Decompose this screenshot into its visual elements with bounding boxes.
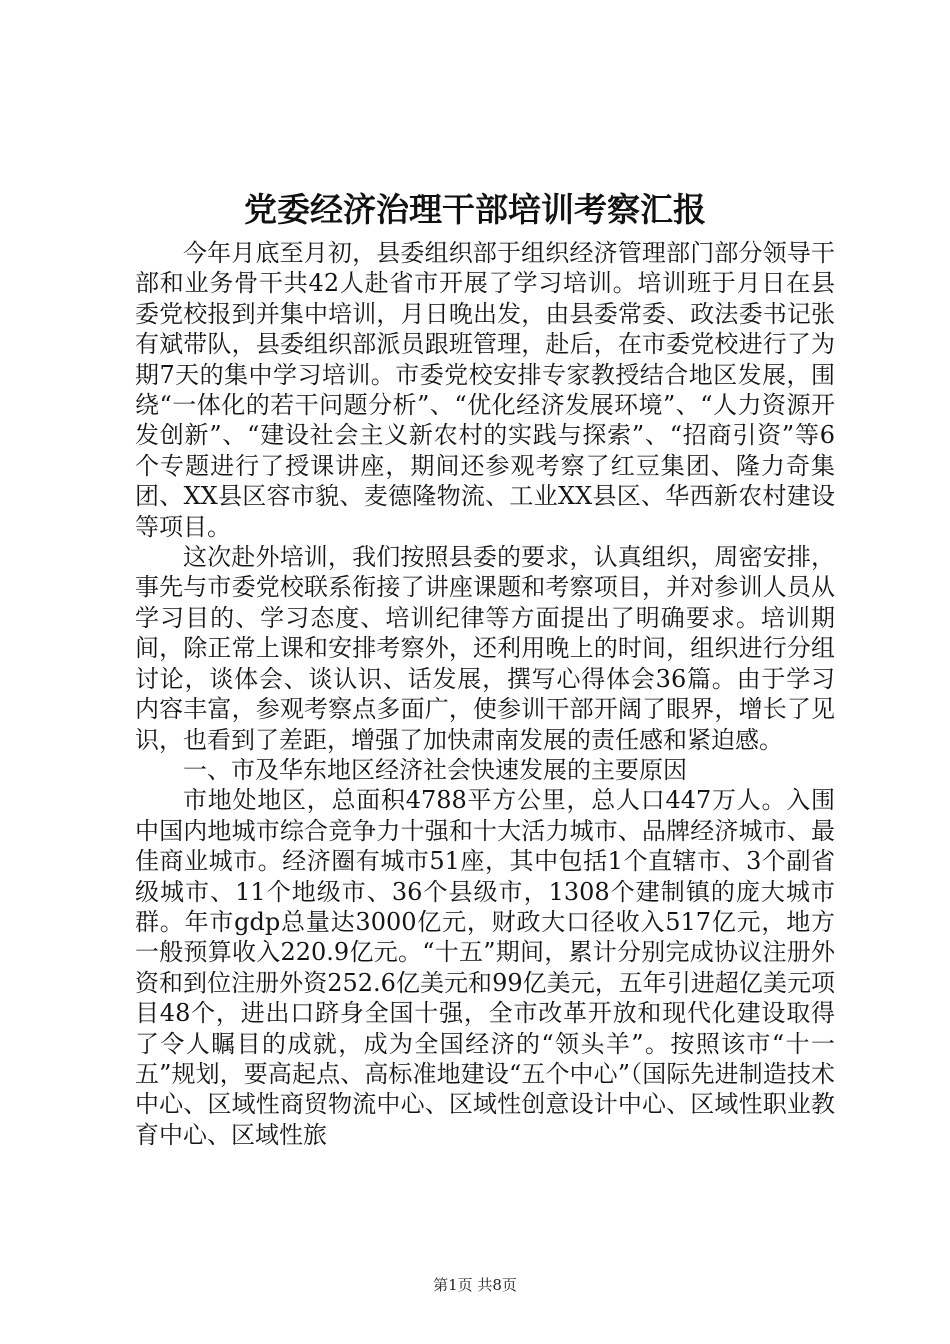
document-body [135,238,835,1150]
document-title: 党委经济治理干部培训考察汇报 [244,190,706,229]
paragraph-city-overview: 市地处地区，总面积4788平方公里，总人口447万人。入围中国内地城市综合竞争力十强和十大活力城市、品牌经济城市、最佳商业城市。经济圈有城市51座，其中包括1个直辖市、3个副省级城市、11个地级市、36个县级市，1308个建制镇的庞大城市群。年市gdp总量达3000亿元，财政大口径收入517亿元，地方一般预算收入220.9亿元。“十五”期间，累计分别完成协议注册外资和到位注册外资252.6亿美元和99亿美元，五年引进超亿美元项目48个，进出口跻身全国十强，全市改革开放和现代化建设取得了令人瞩目的成就，成为全国经济的“领头羊”。按照该市“十一五”规划，要高起点、高标准地建设“五个中心”（国际先进制造技术中心、区域性商贸物流中心、区域性创意设计中心、区域性职业教育中心、区域性旅 [135,786,835,1149]
paragraph-training: 这次赴外培训，我们按照县委的要求，认真组织，周密安排，事先与市委党校联系衔接了讲座课题和考察项目，并对参训人员从学习目的、学习态度、培训纪律等方面提出了明确要求。培训期间，除正常上课和安排考察外，还利用晚上的时间，组织进行分组讨论，谈体会、谈认识、话发展，撰写心得体会36篇。由于学习内容丰富，参观考察点多面广，使参训干部开阔了眼界，增长了见识，也看到了差距，增强了加快肃南发展的责任感和紧迫感。 [135,543,835,754]
paragraph-intro: 今年月底至月初，县委组织部于组织经济管理部门部分领导干部和业务骨干共42人赴省市开展了学习培训。培训班于月日在县委党校报到并集中培训，月日晚出发，由县委常委、政法委书记张有斌带队，县委组织部派员跟班管理，赴后，在市委党校进行了为期7天的集中学习培训。市委党校安排专家教授结合地区发展，围绕“一体化的若干问题分析”、“优化经济发展环境”、“人力资源开发创新”、“建设社会主义新农村的实践与探索”、“招商引资”等6个专题进行了授课讲座，期间还参观考察了红豆集团、隆力奇集团、XX县区容市貌、麦德隆物流、工业XX县区、华西新农村建设等项目。 [135,239,835,541]
section-heading: 一、市及华东地区经济社会快速发展的主要原因 [183,755,687,784]
page-footer: 第1页 共8页 [433,1276,517,1294]
